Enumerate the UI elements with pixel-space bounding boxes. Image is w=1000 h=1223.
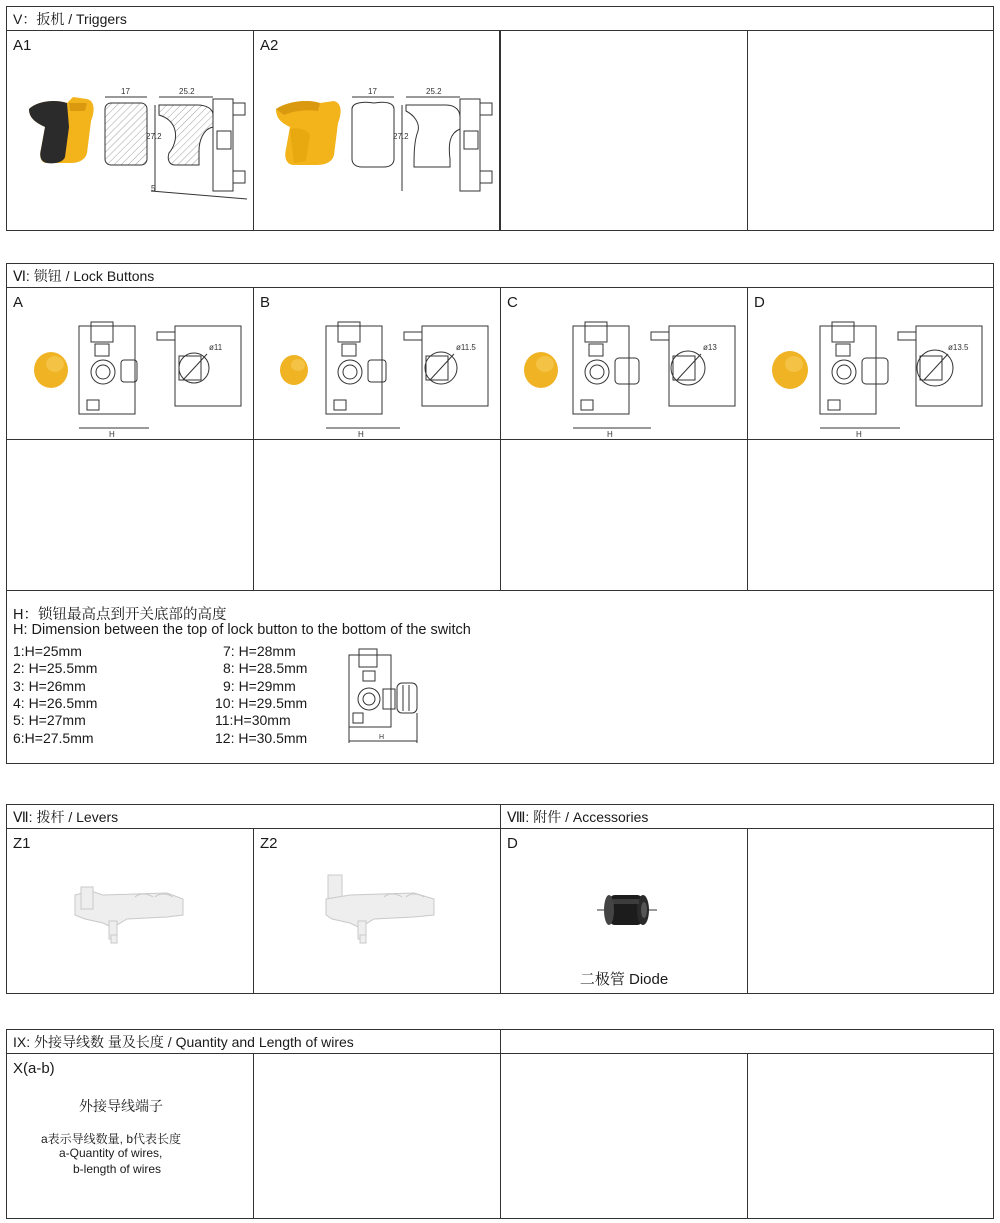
lever-z2-photo: [254, 829, 501, 993]
lock-button-drawing: [254, 288, 501, 440]
dim-base: 5: [151, 184, 156, 193]
trigger-a2-drawing: [254, 31, 499, 230]
trigger-a1-front-view: [105, 87, 147, 165]
height-item: 3: H=26mm: [13, 678, 86, 694]
dim-height: 27.2: [146, 132, 162, 141]
height-item: 1:H=25mm: [13, 643, 82, 659]
height-item: 8: H=28.5mm: [223, 660, 308, 676]
accessory-empty-cell: [748, 829, 993, 993]
triggers-header: V：扳机 / Triggers: [7, 7, 993, 31]
trigger-a2-side-view: [393, 87, 492, 191]
diameter-label: ø11: [209, 343, 223, 352]
dim-h-label: H: [358, 430, 364, 439]
wire-cell-x: [7, 1054, 254, 1218]
lock-button-empty-cell: [7, 440, 254, 591]
wire-desc-en1: a-Quantity of wires,: [59, 1146, 163, 1160]
lock-button-label: A: [13, 294, 24, 311]
diameter-label: ø13.5: [948, 343, 969, 352]
dim-h-label: H: [856, 430, 862, 439]
dim-h-label: H: [109, 430, 115, 439]
lever-label: Z1: [13, 835, 31, 852]
lock-button-label: B: [260, 294, 271, 311]
levers-header: Ⅶ: 拨杆 / Levers: [13, 809, 119, 825]
diode-caption: 二极管 Diode: [579, 971, 669, 988]
lever-label: Z2: [260, 835, 278, 852]
wire-empty-cell: [748, 1054, 993, 1218]
trigger-label: A1: [13, 37, 32, 54]
lock-buttons-header: Ⅵ: 锁钮 / Lock Buttons: [7, 264, 993, 288]
lock-button-photo: [280, 355, 308, 385]
trigger-a2-front-view: [352, 87, 394, 167]
note-cn: H：锁钮最高点到开关底部的高度: [13, 607, 227, 623]
lock-button-empty-cell: [748, 440, 993, 591]
lock-button-label: C: [507, 294, 518, 311]
trigger-cell-a2: [254, 31, 501, 230]
dim-width: 17: [121, 87, 130, 96]
trigger-cell-empty-1: [501, 31, 748, 230]
lock-button-cell-a: [7, 288, 254, 440]
height-item: 4: H=26.5mm: [13, 695, 98, 711]
levers-accessories-section: [6, 804, 994, 994]
height-item: 7: H=28mm: [223, 643, 296, 659]
height-item: 10: H=29.5mm: [215, 695, 308, 711]
lever-cell-z1: [7, 829, 254, 993]
dim-depth: 25.2: [179, 87, 195, 96]
triggers-section: [6, 6, 994, 231]
wire-title: 外接导线端子: [79, 1098, 163, 1114]
wires-section: [6, 1029, 994, 1219]
trigger-cell-empty-2: [748, 31, 993, 230]
lock-button-cell-d: [748, 288, 993, 440]
lock-button-empty-cell: [501, 440, 748, 591]
lock-button-cell-c: [501, 288, 748, 440]
trigger-cell-a1: [7, 31, 254, 230]
lock-button-drawing: [7, 288, 254, 440]
trigger-a2-photo: [276, 101, 341, 165]
lock-button-height-note: [7, 591, 993, 763]
accessory-label: D: [507, 835, 518, 852]
wire-empty-cell: [501, 1054, 748, 1218]
height-item: 5: H=27mm: [13, 712, 86, 728]
lock-button-empty-cell: [254, 440, 501, 591]
height-item: 9: H=29mm: [223, 678, 296, 694]
dim-depth: 25.2: [426, 87, 442, 96]
trigger-label: A2: [260, 37, 279, 54]
wire-desc-en2: b-length of wires: [73, 1162, 162, 1176]
wires-header: IX: 外接导线数 量及长度 / Quantity and Length of wires: [13, 1034, 354, 1050]
height-diagram: [341, 643, 431, 753]
trigger-a1-side-view: [146, 87, 247, 199]
wires-header-empty: [501, 1030, 993, 1054]
note-en: H: Dimension between the top of lock button to the bottom of the switch: [13, 622, 471, 638]
wire-desc-cn: a表示导线数量, b代表长度: [41, 1132, 182, 1146]
accessories-header: Ⅷ: 附件 / Accessories: [507, 809, 649, 825]
lock-button-drawing: [501, 288, 748, 440]
diameter-label: ø13: [703, 343, 717, 352]
wires-header-cell: [7, 1030, 501, 1054]
lock-button-label: D: [754, 294, 765, 311]
wire-label: X(a-b): [13, 1060, 55, 1077]
trigger-a1-photo: [29, 97, 94, 163]
dim-height: 27.2: [393, 132, 409, 141]
dim-width: 17: [368, 87, 377, 96]
lever-z1-photo: [7, 829, 254, 993]
levers-header-cell: [7, 805, 501, 829]
height-item: 6:H=27.5mm: [13, 730, 94, 746]
height-item: 2: H=25.5mm: [13, 660, 98, 676]
lever-cell-z2: [254, 829, 501, 993]
dim-h-label: H: [607, 430, 613, 439]
diameter-label: ø11.5: [456, 343, 476, 352]
lock-button-drawing: [748, 288, 993, 440]
lock-buttons-section: [6, 263, 994, 764]
lock-button-cell-b: [254, 288, 501, 440]
height-item: 12: H=30.5mm: [215, 730, 308, 746]
trigger-a1-drawing: [7, 31, 254, 230]
accessories-header-cell: [501, 805, 993, 829]
accessory-cell-d: [501, 829, 748, 993]
diagram-dim-label: H: [379, 734, 385, 741]
wire-empty-cell: [254, 1054, 501, 1218]
height-item: 11:H=30mm: [215, 712, 291, 728]
